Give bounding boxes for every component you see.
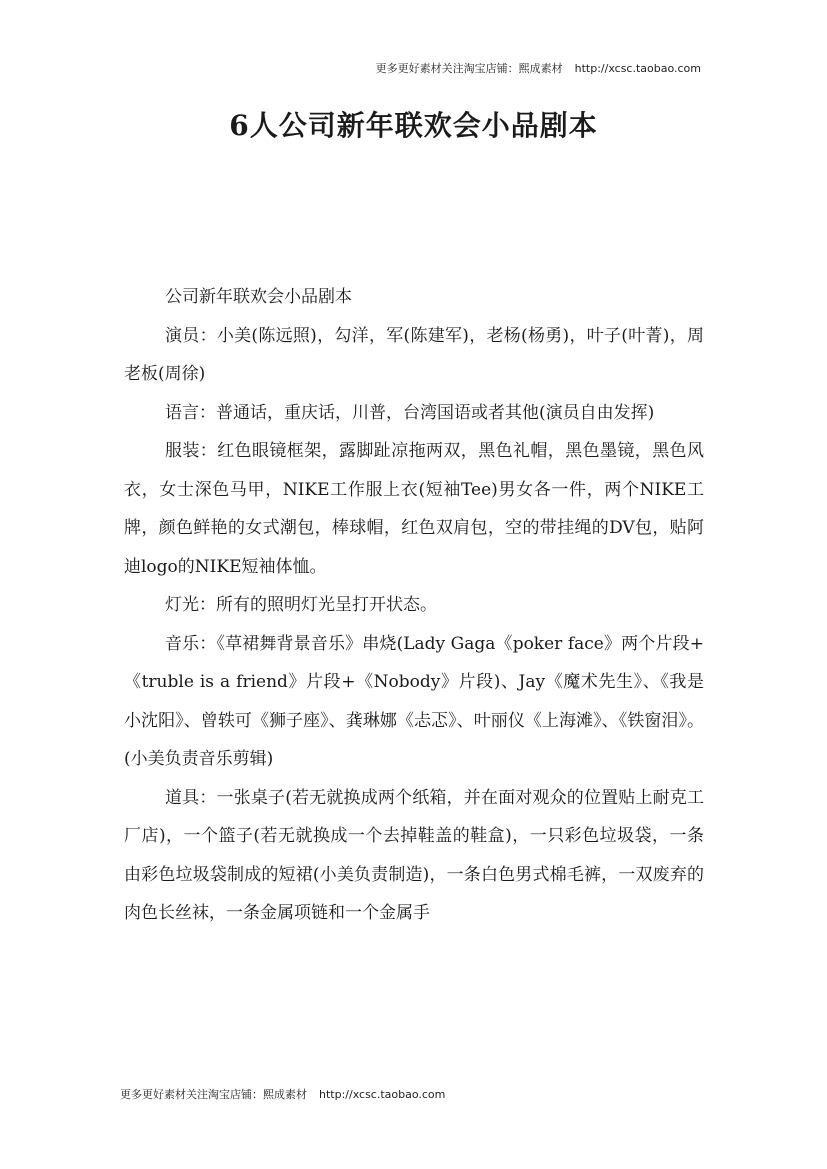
paragraph-language: 语言：普通话，重庆话，川普，台湾国语或者其他(演员自由发挥): [165, 402, 655, 423]
header-shop-url[interactable]: http://xcsc.taobao.com: [574, 62, 701, 75]
paragraph-lighting: 灯光：所有的照明灯光呈打开状态。: [165, 595, 437, 615]
paragraph-props: 道具：一张桌子(若无就换成两个纸箱，并在面对观众的位置贴上耐克工厂店)，一个篮子(若无就换成一个去掉鞋盖的鞋盒)，一只彩色垃圾袋，一条由彩色垃圾袋制成的短裙(小美负责制造)，一条白色男式棉毛裤，一双废弃的肉色长丝袜，一条金属项链和一个金属手: [124, 787, 704, 923]
paragraph-costume: 服装：红色眼镜框架，露脚趾凉拖两双，黑色礼帽，黑色墨镜，黑色风衣，女士深色马甲，NIKE工作服上衣(短袖Tee)男女各一件，两个NIKE工牌，颜色鲜艳的女式潮包，棒球帽，红色双肩包，空的带挂绳的DV包，贴阿迪logo的NIKE短袖体恤。: [124, 441, 704, 577]
paragraph-subtitle: 公司新年联欢会小品剧本: [165, 287, 352, 307]
page-header-note: [376, 60, 701, 76]
document-body: [124, 278, 704, 933]
paragraph-cast: 演员：小美(陈远照)，勾洋，军(陈建军)，老杨(杨勇)，叶子(叶菁)，周老板(周徐): [124, 325, 704, 384]
paragraph-music: 音乐：《草裙舞背景音乐》串烧(Lady Gaga《poker face》两个片段+《truble is a friend》片段+《Nobody》片段)、Jay《魔术先生》、《我是小沈阳》、曾轶可《狮子座》、龚琳娜《忐忑》、叶丽仪《上海滩》、《铁窗泪》。(小美负责音乐剪辑): [124, 633, 704, 769]
header-shop-text: 更多更好素材关注淘宝店铺：熙成素材: [375, 62, 563, 75]
document-title: 6人公司新年联欢会小品剧本: [229, 109, 598, 142]
footer-shop-url[interactable]: http://xcsc.taobao.com: [319, 1088, 446, 1101]
footer-shop-text: 更多更好素材关注淘宝店铺：熙成素材: [120, 1088, 307, 1101]
page-footer-note: [120, 1086, 445, 1102]
